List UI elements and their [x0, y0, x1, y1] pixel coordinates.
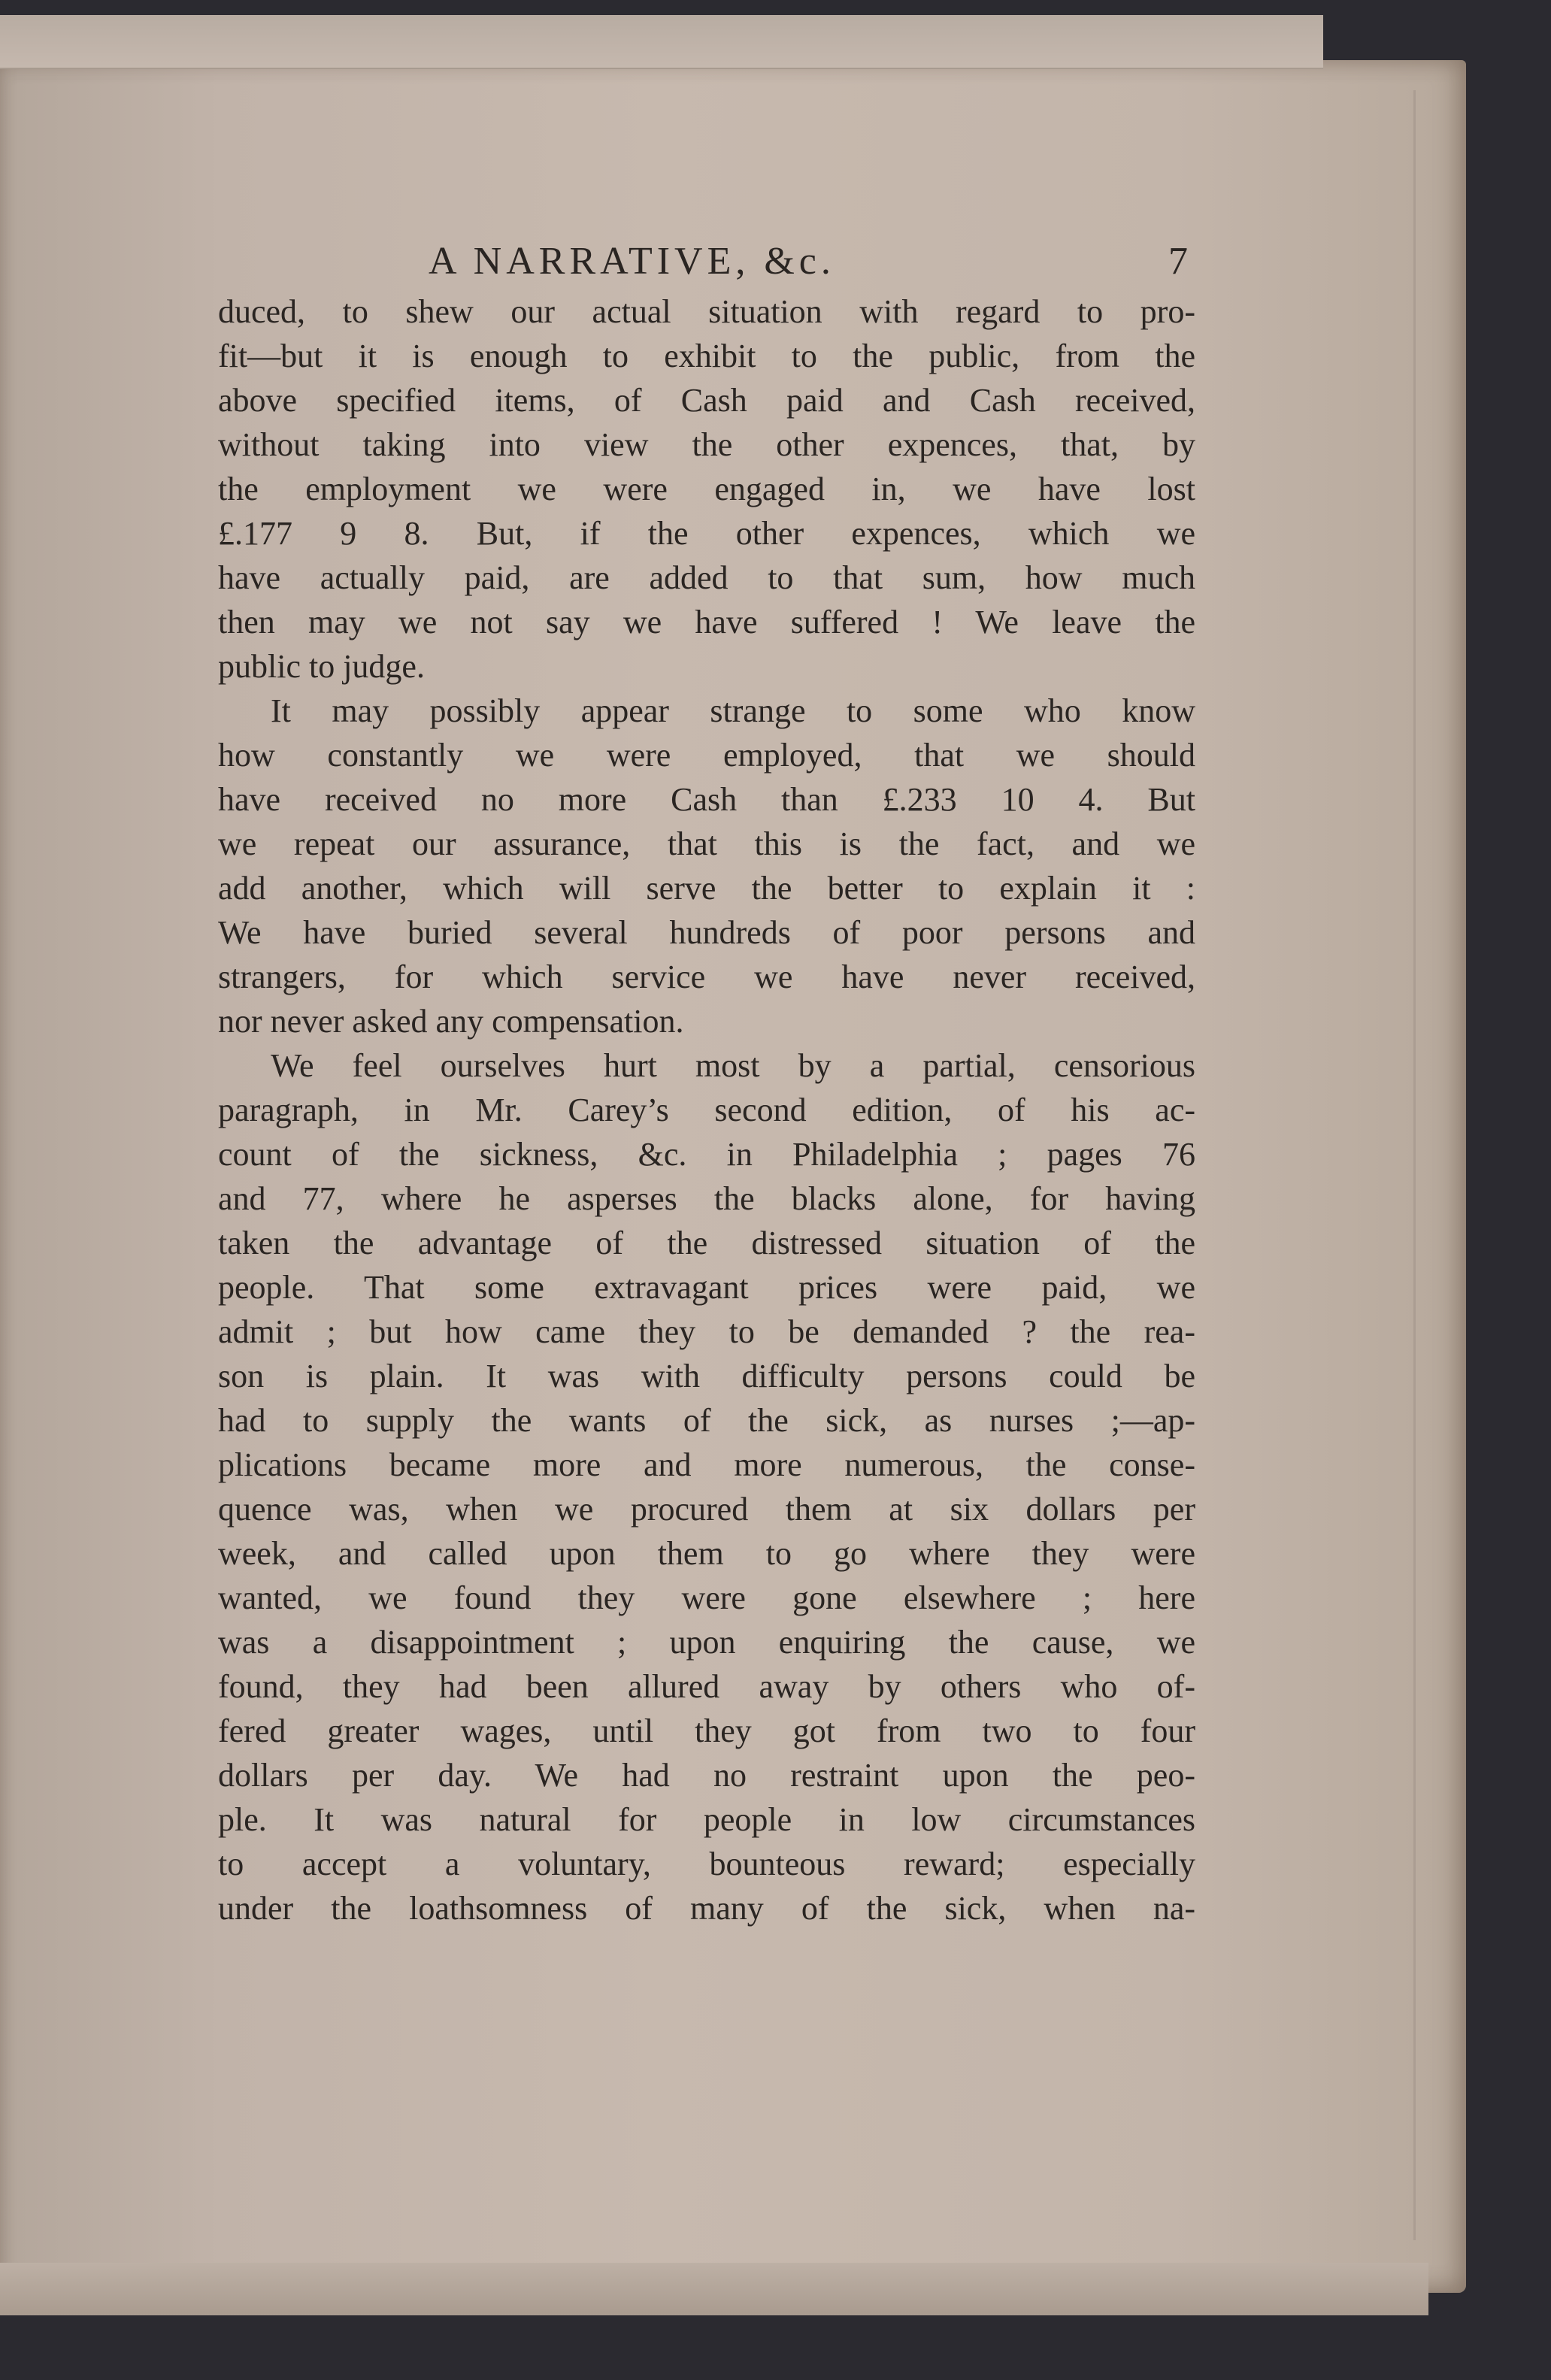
- text-line: admit ; but how came they to be demanded ? the rea-: [218, 1313, 1195, 1350]
- text-line: we repeat our assurance, that this is the fact, and we: [218, 825, 1195, 862]
- text-line: strangers, for which service we have never received,: [218, 958, 1195, 995]
- page-text: [218, 239, 1195, 1930]
- text-line: then may we not say we have suffered ! We leave the: [218, 604, 1195, 640]
- text-line: fered greater wages, until they got from two to four: [218, 1712, 1195, 1749]
- text-line: ple. It was natural for people in low circumstances: [218, 1801, 1195, 1838]
- text-line: count of the sickness, &c. in Philadelphia ; pages 76: [218, 1136, 1195, 1173]
- text-line: son is plain. It was with difficulty persons could be: [218, 1358, 1195, 1394]
- paragraph-2: [218, 689, 1195, 1043]
- text-line: public to judge.: [218, 648, 425, 685]
- text-line: and 77, where he asperses the blacks alone, for having: [218, 1180, 1195, 1217]
- running-title: A NARRATIVE, &c.: [429, 240, 835, 283]
- text-line: paragraph, in Mr. Carey’s second edition, of his ac-: [218, 1092, 1195, 1128]
- text-line: the employment we were engaged in, we have lost: [218, 471, 1195, 507]
- text-line: add another, which will serve the better to explain it :: [218, 870, 1195, 907]
- text-line: week, and called upon them to go where they were: [218, 1535, 1195, 1572]
- text-line: to accept a voluntary, bounteous reward; especially: [218, 1846, 1195, 1882]
- text-line: We have buried several hundreds of poor persons and: [218, 914, 1195, 951]
- text-line: had to supply the wants of the sick, as nurses ;—ap-: [218, 1402, 1195, 1439]
- text-line: quence was, when we procured them at six dollars per: [218, 1491, 1195, 1528]
- text-line: £.177 9 8. But, if the other expences, which we: [218, 515, 1195, 552]
- text-line: dollars per day. We had no restraint upon the peo-: [218, 1757, 1195, 1794]
- page-number: 7: [1168, 240, 1188, 283]
- text-line: without taking into view the other expences, that, by: [218, 426, 1195, 463]
- text-line: fit—but it is enough to exhibit to the public, from the: [218, 338, 1195, 374]
- text-line: have actually paid, are added to that sum, how much: [218, 559, 1195, 596]
- text-line: how constantly we were employed, that we should: [218, 737, 1195, 774]
- text-line: found, they had been allured away by others who of-: [218, 1668, 1195, 1705]
- text-line: above specified items, of Cash paid and Cash received,: [218, 382, 1195, 419]
- running-head: [218, 239, 1195, 283]
- text-line: was a disappointment ; upon enquiring the cause, we: [218, 1624, 1195, 1661]
- text-line: taken the advantage of the distressed situation of the: [218, 1225, 1195, 1261]
- page-fold-line: [1413, 90, 1416, 2240]
- text-line: have received no more Cash than £.233 10 4. But: [218, 781, 1195, 818]
- page-bottom-edge: [0, 2263, 1428, 2315]
- text-line: wanted, we found they were gone elsewhere ; here: [218, 1579, 1195, 1616]
- text-line: people. That some extravagant prices were paid, we: [218, 1269, 1195, 1306]
- paragraph-1: [218, 289, 1195, 689]
- text-line: nor never asked any compensation.: [218, 1003, 684, 1040]
- text-line: It may possibly appear strange to some who know: [271, 692, 1195, 729]
- paragraph-3: [218, 1043, 1195, 1930]
- text-line: plications became more and more numerous, the conse-: [218, 1446, 1195, 1483]
- text-line: under the loathsomness of many of the sick, when na-: [218, 1890, 1195, 1927]
- text-line: duced, to shew our actual situation with regard to pro-: [218, 293, 1195, 330]
- page-top-edge: [0, 15, 1323, 69]
- text-line: We feel ourselves hurt most by a partial, censorious: [271, 1047, 1195, 1084]
